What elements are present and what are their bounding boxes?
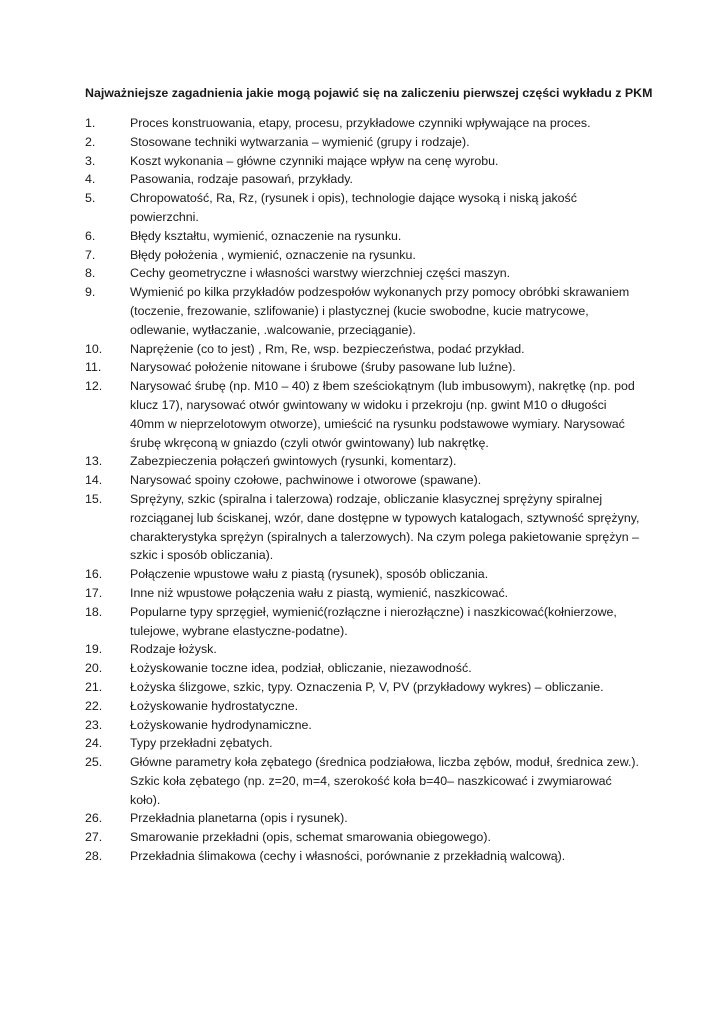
item-number: 16. xyxy=(85,567,103,582)
list-item xyxy=(85,490,642,565)
item-text: Połączenie wpustowe wału z piastą (rysunek), sposób obliczania. xyxy=(130,567,489,582)
item-text: Sprężyny, szkic (spiralna i talerzowa) rodzaje, obliczanie klasycznej sprężyny spiralnej rozciąganej lub ściskanej, wzór, dane dostępne w typowych katalogach, sztywność sprężyny, charakterystyka sprężyn (spiralnych a talerzowych). Na czym polega pakietowanie sprężyn – szkic i sposób obliczania). xyxy=(130,491,640,563)
item-number: 5. xyxy=(85,191,96,206)
item-text: Typy przekładni zębatych. xyxy=(130,736,273,751)
item-number: 10. xyxy=(85,341,103,356)
list-item xyxy=(85,189,642,227)
list-item xyxy=(85,227,642,246)
list-item xyxy=(85,584,642,603)
list-item xyxy=(85,847,642,866)
document-title: Najważniejsze zagadnienia jakie mogą pojawić się na zaliczeniu pierwszej części wykładu z PKM xyxy=(85,86,653,100)
item-number: 4. xyxy=(85,172,96,187)
list-item xyxy=(85,828,642,847)
item-text: Rodzaje łożysk. xyxy=(130,642,217,657)
item-text: Smarowanie przekładni (opis, schemat smarowania obiegowego). xyxy=(130,830,491,845)
list-item xyxy=(85,133,642,152)
item-text: Przekładnia planetarna (opis i rysunek). xyxy=(130,811,348,826)
item-text: Główne parametry koła zębatego (średnica podziałowa, liczba zębów, moduł, średnica zew.). Szkic koła zębatego (np. z=20, m=4, szerokość koła b=40– naszkicować i zwymiarować koło). xyxy=(130,755,639,807)
item-text: Chropowatość, Ra, Rz, (rysunek i opis), technologie dające wysoką i niską jakość powierzchni. xyxy=(130,191,577,224)
item-text: Narysować śrubę (np. M10 – 40) z łbem sześciokątnym (lub imbusowym), nakrętkę (np. pod klucz 17), narysować otwór gwintowany w widoku i przekroju (np. gwint M10 o długości 40mm w nieprzelotowym otworze), umieścić na rysunku podstawowe wymiary. Narysować śrubę wkręconą w gniazdo (czyli otwór gwintowany) lub nakrętkę. xyxy=(130,379,635,450)
list-item xyxy=(85,697,642,716)
item-text: Narysować spoiny czołowe, pachwinowe i otworowe (spawane). xyxy=(130,473,482,488)
item-number: 2. xyxy=(85,134,96,149)
item-text: Naprężenie (co to jest) , Rm, Re, wsp. bezpieczeństwa, podać przykład. xyxy=(130,341,525,356)
item-text: Proces konstruowania, etapy, procesu, przykładowe czynniki wpływające na proces. xyxy=(130,116,591,130)
item-number: 18. xyxy=(85,604,103,619)
item-text: Łożyskowanie toczne idea, podział, obliczanie, niezawodność. xyxy=(130,661,472,676)
item-number: 27. xyxy=(85,830,103,845)
item-number: 17. xyxy=(85,585,103,600)
item-number: 7. xyxy=(85,247,96,262)
item-number: 1. xyxy=(85,116,96,130)
list-item xyxy=(85,565,642,584)
list-item xyxy=(85,170,642,189)
item-number: 24. xyxy=(85,736,103,751)
item-text: Wymienić po kilka przykładów podzespołów wykonanych przy pomocy obróbki skrawaniem (toczenie, frezowanie, szlifowanie) i plastycznej (kucie swobodne, kucie matrycowe, odlewanie, wytłaczanie, .walcowanie, przeciąganie). xyxy=(130,285,630,337)
item-text: Pasowania, rodzaje pasowań, przykłady. xyxy=(130,172,353,187)
item-number: 11. xyxy=(85,360,102,375)
item-text: Stosowane techniki wytwarzania – wymienić (grupy i rodzaje). xyxy=(130,134,470,149)
item-text: Narysować położenie nitowane i śrubowe (śruby pasowane lub luźne). xyxy=(130,360,516,375)
list-item xyxy=(85,678,642,697)
list-item xyxy=(85,659,642,678)
item-number: 8. xyxy=(85,266,96,281)
list-item xyxy=(85,358,642,377)
item-number: 3. xyxy=(85,153,96,168)
list-item xyxy=(85,452,642,471)
item-text: Przekładnia ślimakowa (cechy i własności, porównanie z przekładnią walcową). xyxy=(130,849,566,864)
item-text: Łożyskowanie hydrostatyczne. xyxy=(130,698,299,713)
item-number: 9. xyxy=(85,285,96,300)
item-number: 22. xyxy=(85,698,103,713)
item-text: Łożyskowanie hydrodynamiczne. xyxy=(130,717,312,732)
item-text: Błędy położenia , wymienić, oznaczenie na rysunku. xyxy=(130,247,416,262)
topic-list xyxy=(85,114,642,866)
item-number: 12. xyxy=(85,379,103,394)
list-item xyxy=(85,753,642,809)
list-item xyxy=(85,716,642,735)
item-text: Zabezpieczenia połączeń gwintowych (rysunki, komentarz). xyxy=(130,454,457,469)
item-text: Błędy kształtu, wymienić, oznaczenie na rysunku. xyxy=(130,228,402,243)
item-text: Inne niż wpustowe połączenia wału z piastą, wymienić, naszkicować. xyxy=(130,585,509,600)
item-text: Łożyska ślizgowe, szkic, typy. Oznaczenia P, V, PV (przykładowy wykres) – obliczanie. xyxy=(130,679,604,694)
list-item xyxy=(85,340,642,359)
list-item xyxy=(85,734,642,753)
item-text: Popularne typy sprzęgieł, wymienić(rozłączne i nierozłączne) i naszkicować(kołnierzowe, tulejowe, wybrane elastyczne-podatne). xyxy=(130,604,617,638)
item-number: 14. xyxy=(85,473,103,488)
item-number: 21. xyxy=(85,679,103,694)
item-number: 20. xyxy=(85,661,103,676)
list-item xyxy=(85,603,642,641)
list-item xyxy=(85,377,642,452)
item-number: 13. xyxy=(85,454,103,469)
list-item xyxy=(85,114,642,133)
list-item xyxy=(85,264,642,283)
item-number: 25. xyxy=(85,755,103,770)
item-number: 28. xyxy=(85,849,103,864)
list-item xyxy=(85,152,642,171)
list-item xyxy=(85,246,642,265)
list-item xyxy=(85,640,642,659)
item-number: 19. xyxy=(85,642,103,657)
list-item xyxy=(85,809,642,828)
item-text: Cechy geometryczne i własności warstwy wierzchniej części maszyn. xyxy=(130,266,511,281)
item-text: Koszt wykonania – główne czynniki mające wpływ na cenę wyrobu. xyxy=(130,153,499,168)
list-item xyxy=(85,471,642,490)
item-number: 6. xyxy=(85,228,96,243)
item-number: 23. xyxy=(85,717,103,732)
list-item xyxy=(85,283,642,339)
item-number: 15. xyxy=(85,491,103,506)
item-number: 26. xyxy=(85,811,103,826)
